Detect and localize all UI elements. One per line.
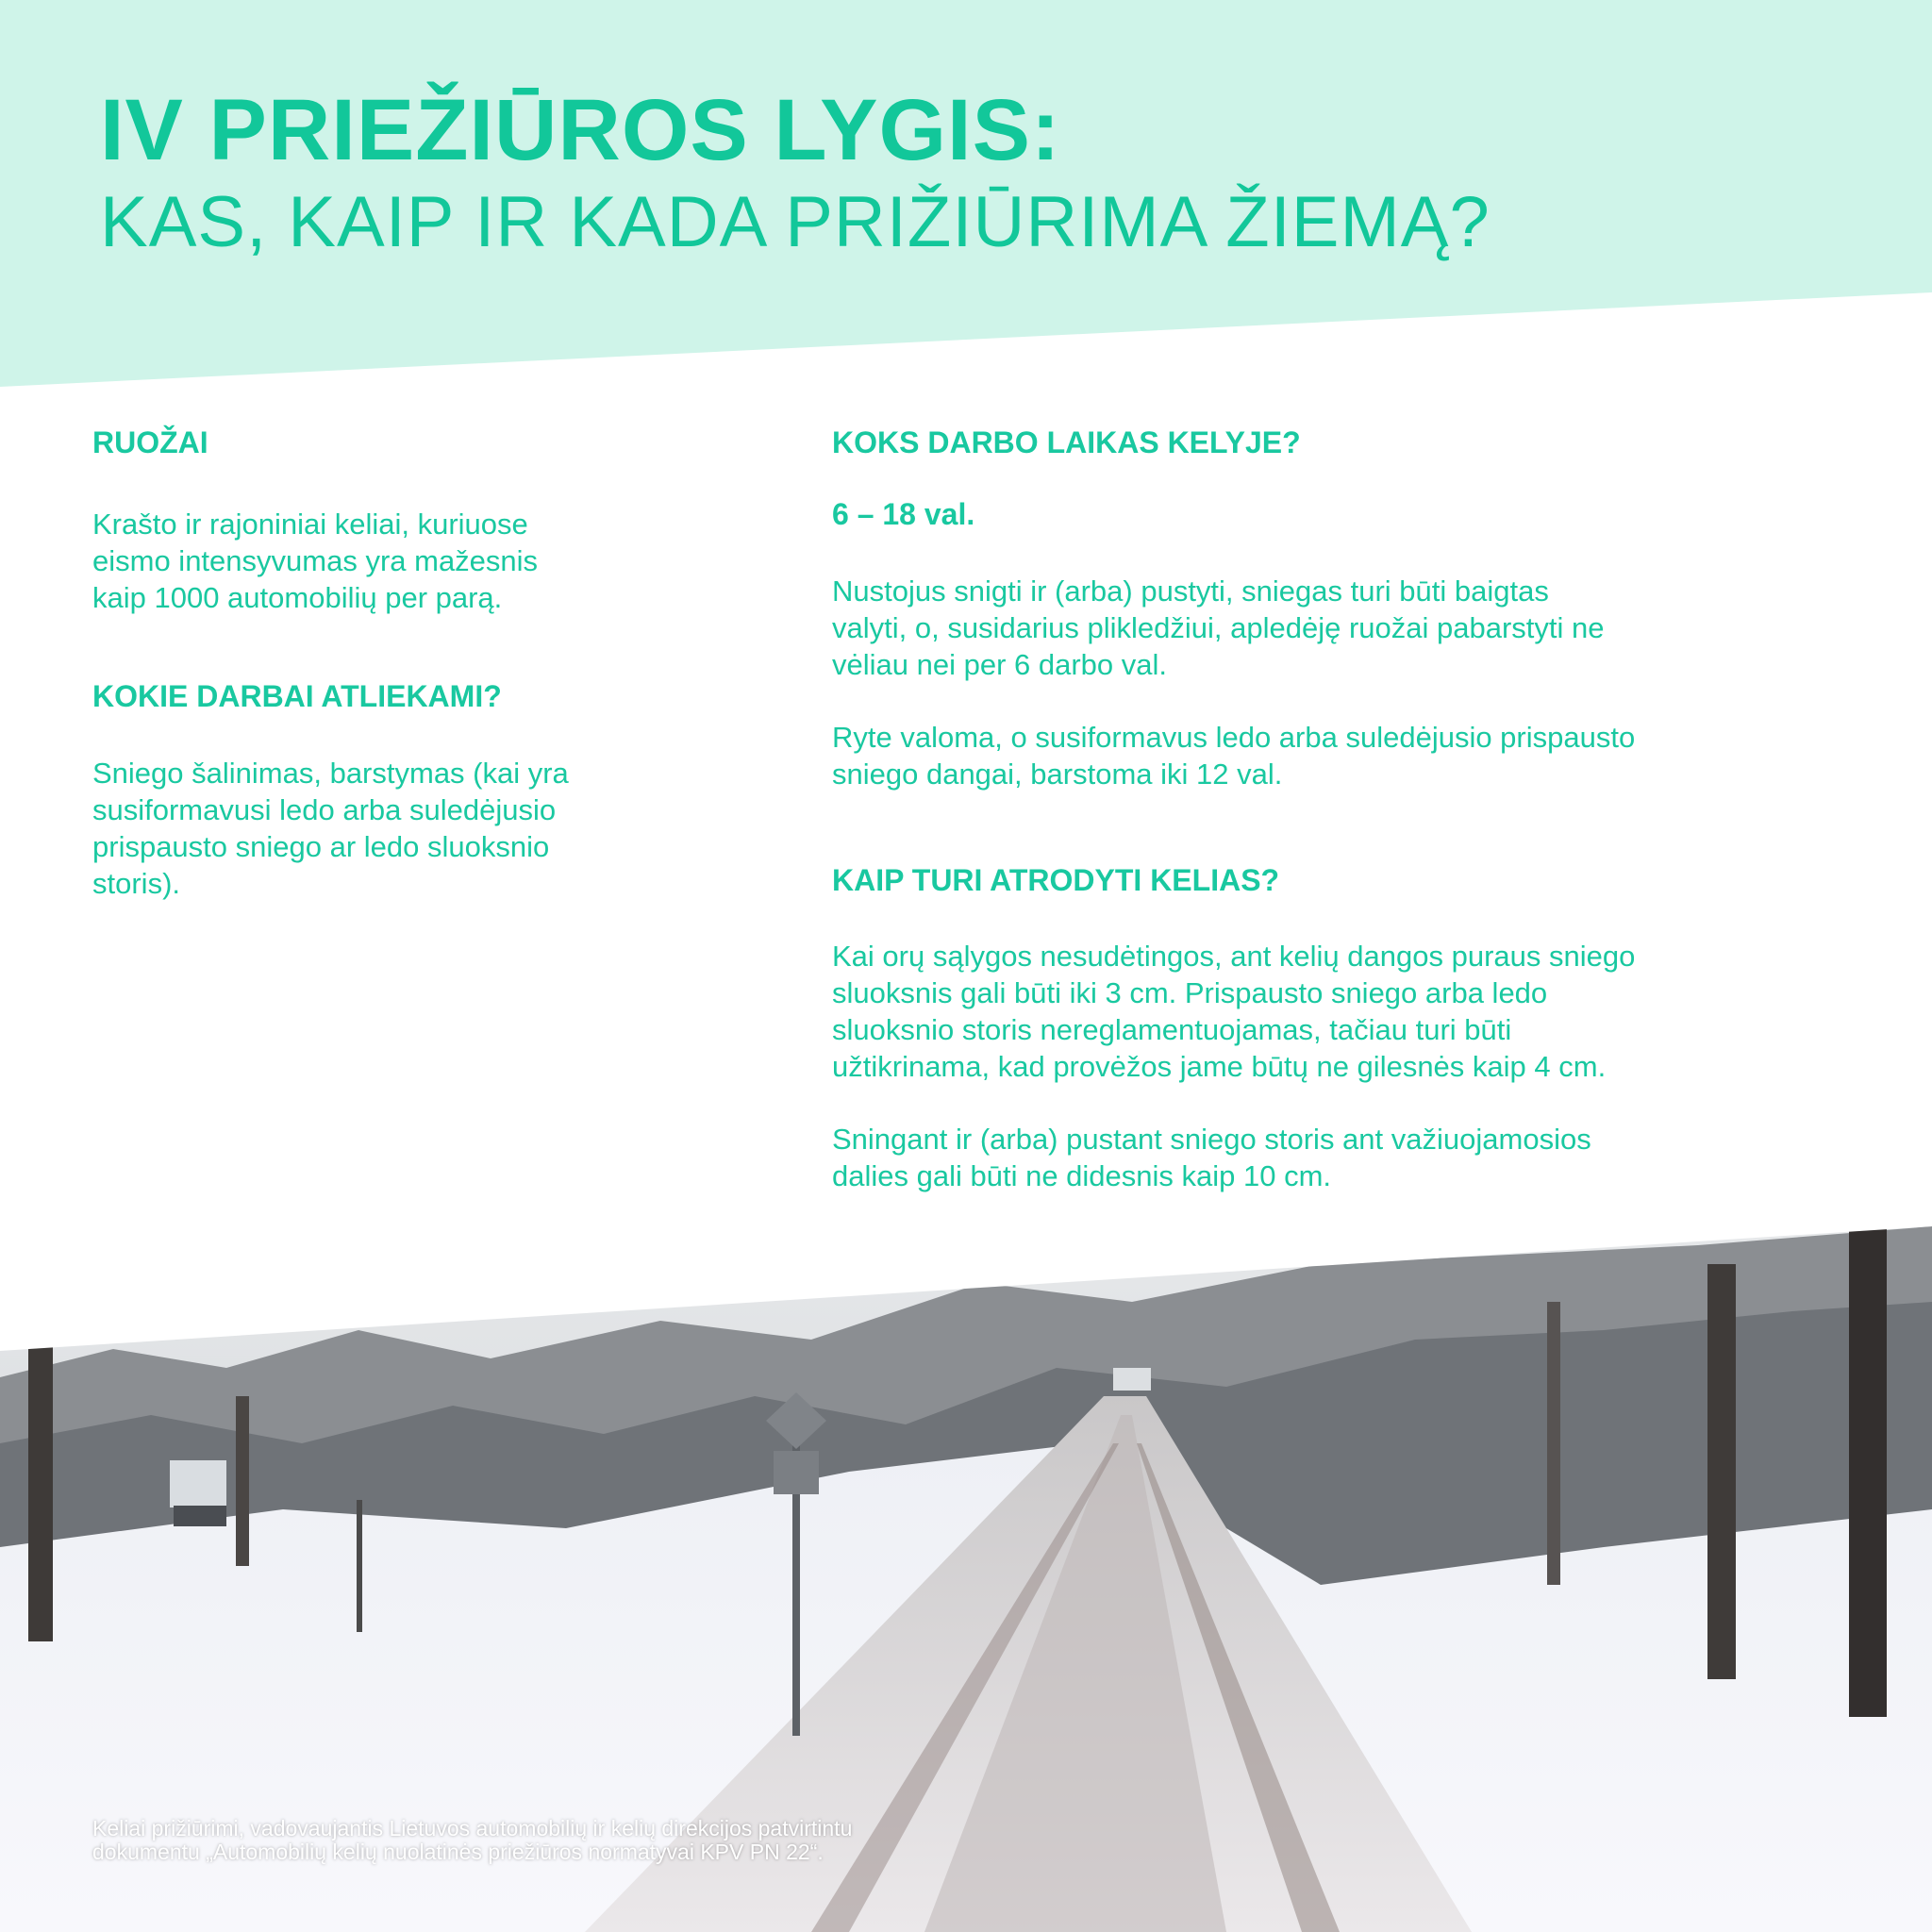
text-line: eismo intensyvumas yra mažesnis	[92, 544, 539, 578]
text-line: storis).	[92, 866, 180, 900]
text-line: Ryte valoma, o susiformavus ledo arba suledėjusio prispausto	[832, 720, 1636, 754]
text-line: užtikrinama, kad provėžos jame būtų ne gilesnės kaip 4 cm.	[832, 1050, 1607, 1084]
text-line: Sniego šalinimas, barstymas (kai yra	[92, 756, 569, 790]
section-heading-road-look: KAIP TURI ATRODYTI KELIAS?	[832, 862, 1280, 897]
text-line: dalies gali būti ne didesnis kaip 10 cm.	[832, 1159, 1332, 1193]
section-heading-works: KOKIE DARBAI ATLIEKAMI?	[92, 679, 502, 714]
text-line: Krašto ir rajoniniai keliai, kuriuose	[92, 508, 528, 541]
text-line: Sningant ir (arba) pustant sniego storis ant važiuojamosios	[832, 1123, 1591, 1157]
works-text	[92, 755, 696, 902]
ruozai-text	[92, 506, 696, 616]
text-line: vėliau nei per 6 darbo val.	[832, 647, 1168, 681]
section-heading-ruozai: RUOŽAI	[92, 425, 208, 459]
footnote-line: Keliai prižiūrimi, vadovaujantis Lietuvos automobilių ir kelių direkcijos patvirtintu	[92, 1816, 853, 1840]
page-title: IV PRIEŽIŪROS LYGIS:	[100, 82, 1061, 178]
text-line: valyti, o, susidarius plikledžiui, apledėję ruožai pabarstyti ne	[832, 610, 1605, 644]
text-line: sluoksnis gali būti iki 3 cm. Prispausto sniego arba ledo	[832, 976, 1548, 1010]
footnote-line: dokumentu „Automobilių kelių nuolatinės priežiūros normatyvai KPV PN 22“.	[92, 1840, 824, 1864]
left-column	[92, 425, 696, 902]
work-time-text-1	[832, 573, 1851, 683]
text-line: prispausto sniego ar ledo sluoksnio	[92, 829, 550, 863]
work-time-value: 6 – 18 val.	[832, 497, 975, 532]
road-look-text-2	[832, 1121, 1851, 1194]
text-line: Kai orų sąlygos nesudėtingos, ant kelių dangos puraus sniego	[832, 940, 1636, 974]
right-column	[832, 425, 1851, 1194]
text-line: sniego dangai, barstoma iki 12 val.	[832, 757, 1283, 791]
footnote	[92, 1817, 1224, 1864]
work-time-text-2	[832, 719, 1851, 792]
text-line: kaip 1000 automobilių per parą.	[92, 581, 503, 615]
section-heading-work-time: KOKS DARBO LAIKAS KELYJE?	[832, 425, 1301, 459]
text-line: sluoksnio storis nereglamentuojamas, tačiau turi būti	[832, 1013, 1512, 1047]
road-look-text-1	[832, 938, 1851, 1085]
page-subtitle: KAS, KAIP IR KADA PRIŽIŪRIMA ŽIEMĄ?	[100, 182, 1491, 262]
text-line: susiformavusi ledo arba suledėjusio	[92, 792, 557, 826]
text-line: Nustojus snigti ir (arba) pustyti, sniegas turi būti baigtas	[832, 574, 1549, 608]
